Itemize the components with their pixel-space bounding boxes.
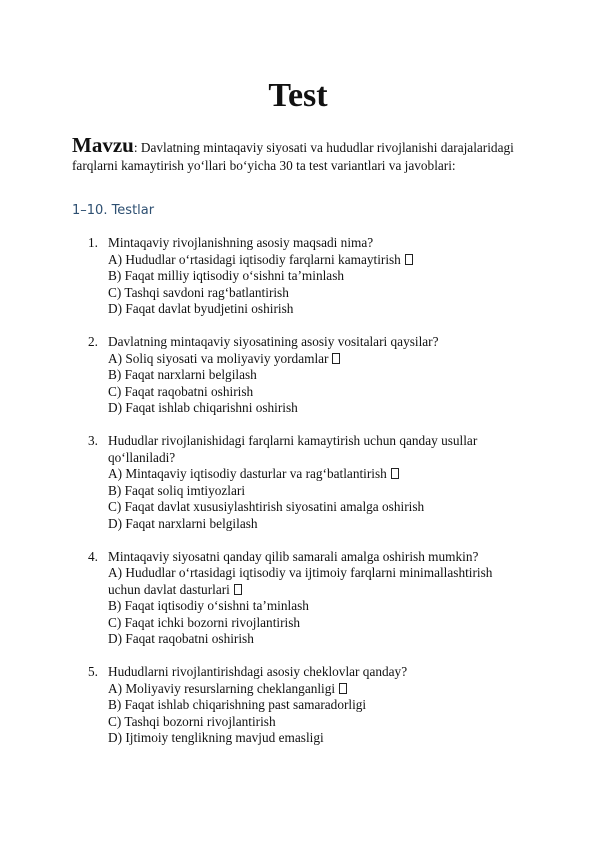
answer-option-text: C) Faqat ichki bozorni rivojlantirish [108, 614, 301, 630]
answer-option-text: A) Hududlar o‘rtasidagi iqtisodiy farqlarni kamaytirish [108, 251, 401, 267]
answer-option [108, 565, 524, 598]
answer-option-text: D) Faqat narxlarni belgilash [108, 515, 258, 531]
answer-option [108, 615, 524, 632]
answer-option-text: B) Faqat milliy iqtisodiy o‘sishni ta’minlash [108, 268, 345, 284]
answer-option [108, 285, 524, 302]
question-text: Mintaqaviy rivojlanishning asosiy maqsadi nima? [108, 235, 374, 250]
question-number: 4. [88, 548, 98, 564]
answer-option [108, 516, 524, 533]
answer-option [108, 714, 524, 731]
answer-option-text: C) Tashqi savdoni rag‘batlantirish [108, 284, 289, 300]
document-title: Test [268, 77, 328, 114]
answer-option-text: B) Faqat ishlab chiqarishning past samaradorligi [108, 697, 367, 713]
answer-option [108, 697, 524, 714]
answer-option-text: B) Faqat iqtisodiy o‘sishni ta’minlash [108, 598, 309, 614]
answer-option-text: D) Faqat davlat byudjetini oshirish [108, 301, 294, 317]
answer-option [108, 598, 524, 615]
question-text: Hududlarni rivojlantirishdagi asosiy cheklovlar qanday? [108, 664, 408, 680]
answer-option [108, 483, 524, 500]
answer-option [108, 351, 524, 368]
section-heading: 1–10. Testlar [72, 203, 155, 218]
answer-option-text: B) Faqat narxlarni belgilash [108, 367, 257, 383]
correct-answer-box-icon [405, 254, 413, 265]
answer-option [108, 268, 524, 285]
answer-option-text: B) Faqat soliq imtiyozlari [108, 482, 246, 498]
topic-label: Mavzu [72, 133, 134, 157]
answer-option-text: D) Faqat raqobatni oshirish [108, 631, 254, 647]
answer-option-text: A) Soliq siyosati va moliyaviy yordamlar [108, 350, 329, 366]
question-number: 3. [88, 432, 98, 448]
option-list [108, 351, 524, 417]
question-number: 1. [88, 235, 98, 250]
answer-option-text: C) Faqat raqobatni oshirish [108, 383, 254, 399]
question-item [72, 433, 524, 533]
question-item [72, 549, 524, 649]
question-item [72, 334, 524, 417]
answer-option [108, 400, 524, 417]
answer-option [108, 384, 524, 401]
answer-option [108, 631, 524, 648]
correct-answer-box-icon [332, 353, 340, 364]
answer-option [108, 730, 524, 747]
answer-option-text: A) Hududlar o‘rtasidagi iqtisodiy va ijtimoiy farqlarni minimallashtirish uchun davlat dasturlari [108, 565, 493, 597]
topic-text: Davlatning mintaqaviy siyosati va hududlar rivojlanishi darajalaridagi farqlarni kamaytirish yo‘llari bo‘yicha 30 ta test variantlari va javoblari: [72, 140, 514, 173]
option-list [108, 466, 524, 532]
answer-option-text: C) Faqat davlat xususiylashtirish siyosatini amalga oshirish [108, 499, 425, 515]
question-number: 5. [88, 664, 98, 680]
answer-option [108, 252, 524, 269]
answer-option [108, 681, 524, 698]
question-list [72, 235, 524, 763]
correct-answer-box-icon [391, 468, 399, 479]
question-item [72, 235, 524, 318]
answer-option-text: D) Faqat ishlab chiqarishni oshirish [108, 400, 298, 416]
answer-option [108, 367, 524, 384]
answer-option-text: C) Tashqi bozorni rivojlantirish [108, 713, 276, 729]
question-text: Davlatning mintaqaviy siyosatining asosiy vositalari qaysilar? [108, 333, 439, 349]
option-list [108, 565, 524, 648]
answer-option [108, 301, 524, 318]
topic-paragraph [72, 133, 522, 175]
option-list [108, 681, 524, 747]
question-number: 2. [88, 333, 98, 349]
correct-answer-box-icon [339, 683, 347, 694]
answer-option [108, 466, 524, 483]
question-text: Hududlar rivojlanishidagi farqlarni kamaytirish uchun qanday usullar qo‘llaniladi? [108, 432, 478, 465]
topic-separator: : [133, 140, 138, 155]
answer-option [108, 499, 524, 516]
answer-option-text: A) Mintaqaviy iqtisodiy dasturlar va rag‘batlantirish [108, 466, 387, 482]
question-item [72, 664, 524, 747]
option-list [108, 252, 524, 318]
question-text: Mintaqaviy siyosatni qanday qilib samarali amalga oshirish mumkin? [108, 548, 479, 564]
answer-option-text: D) Ijtimoiy tenglikning mavjud emasligi [108, 730, 324, 746]
correct-answer-box-icon [234, 584, 242, 595]
answer-option-text: A) Moliyaviy resurslarning cheklanganligi [108, 680, 336, 696]
